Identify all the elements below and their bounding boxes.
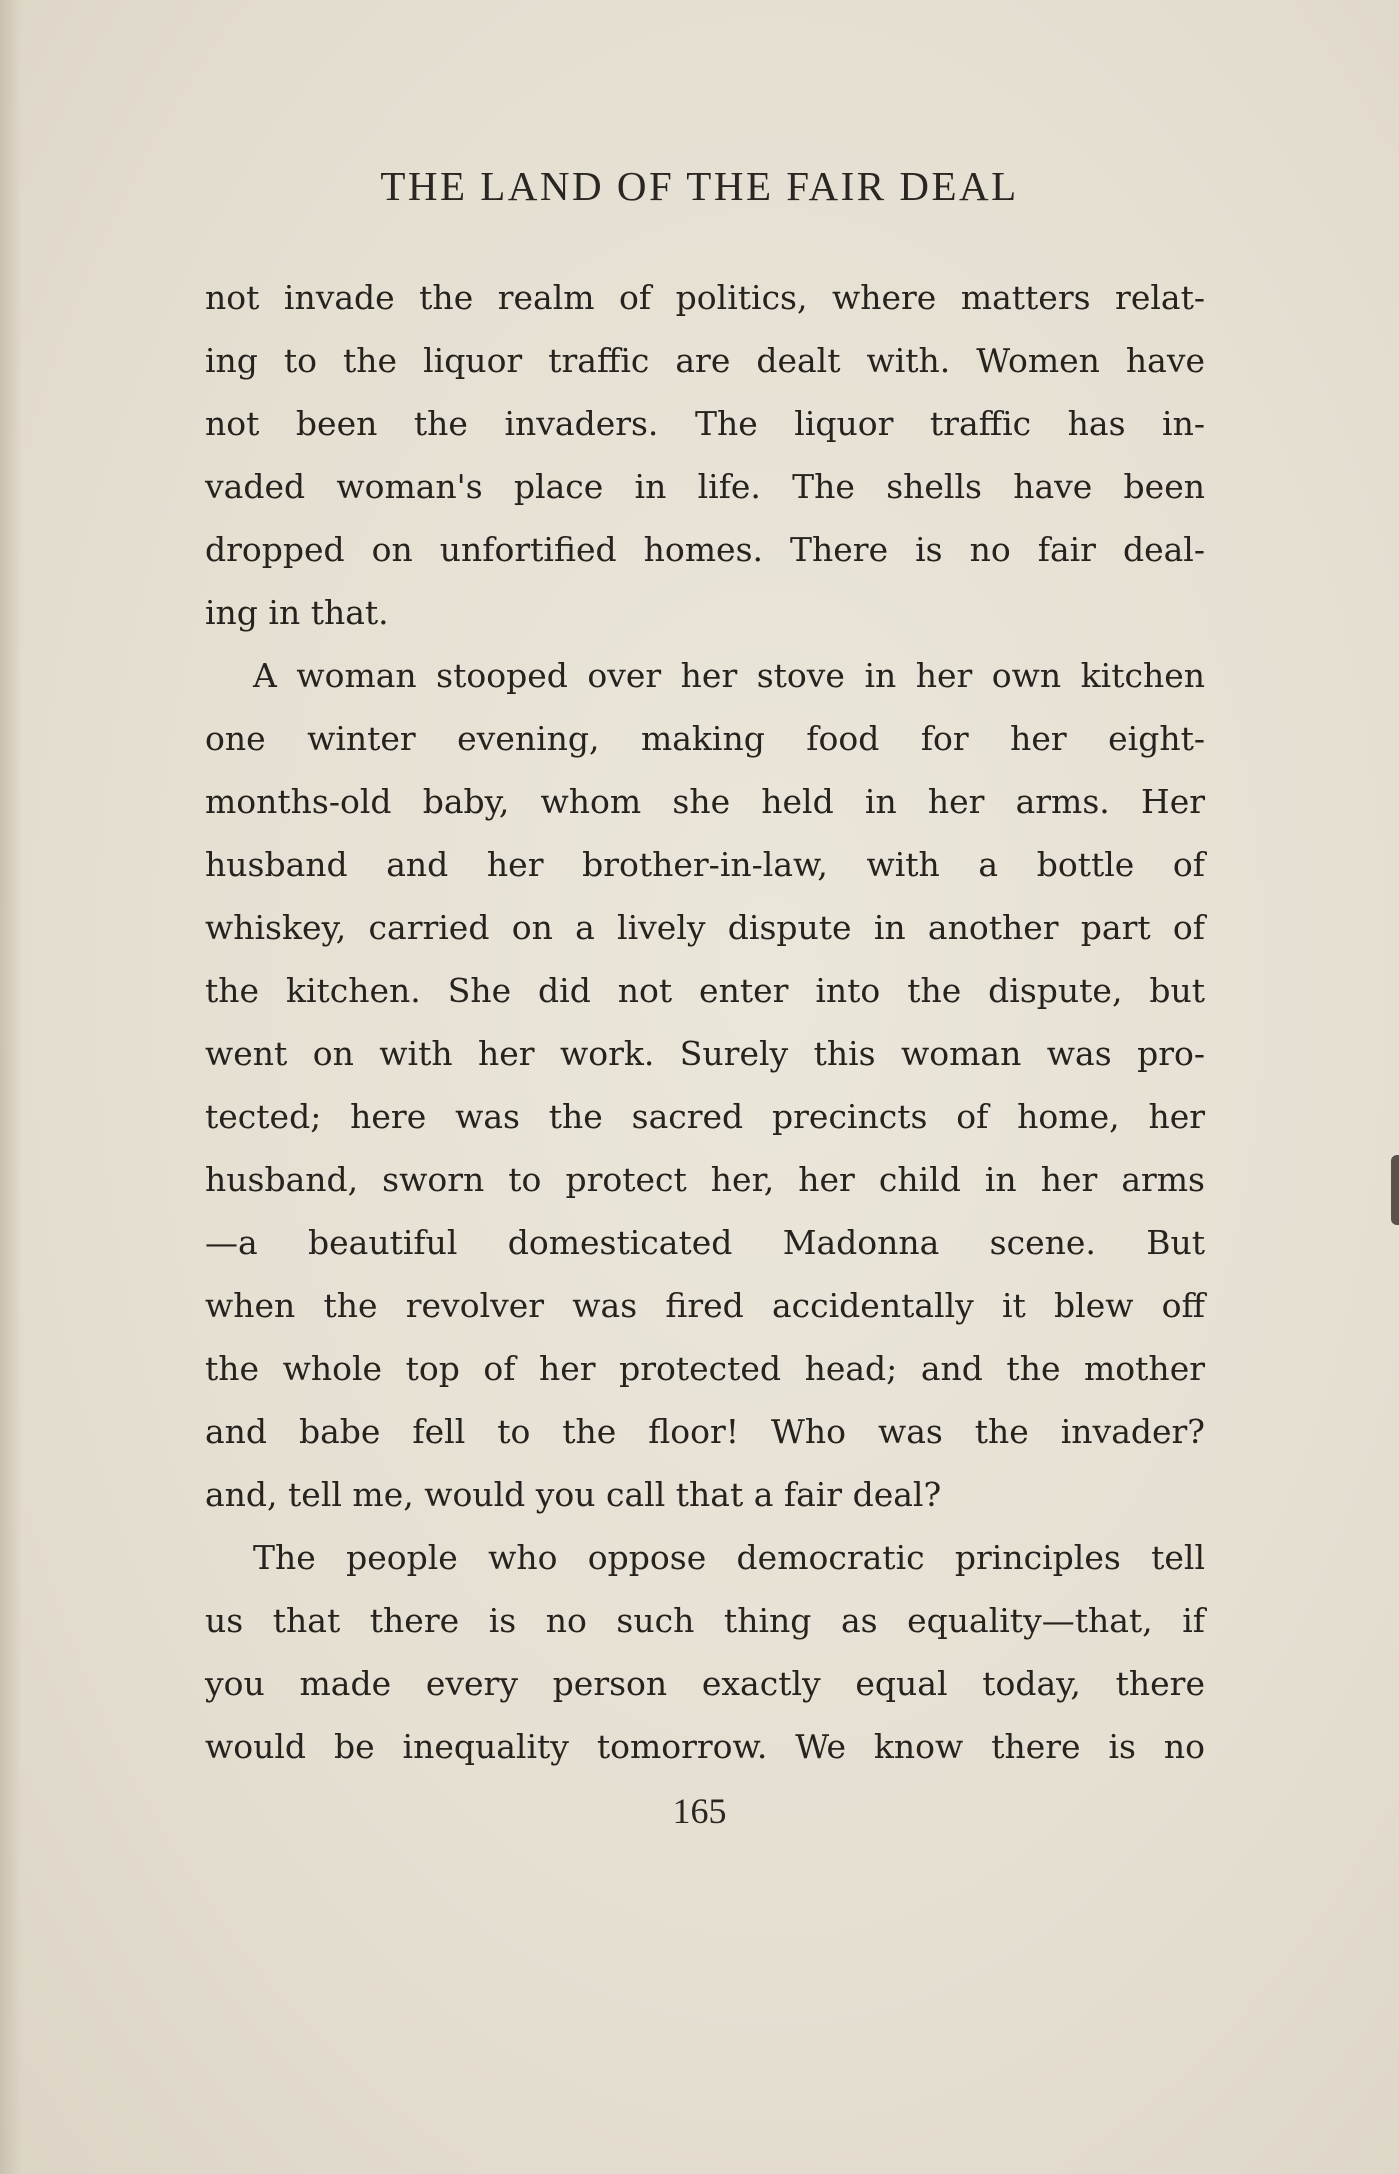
text-line: husband, sworn to protect her, her child in her arms <box>205 1160 1205 1199</box>
paragraph-2 <box>205 644 1205 1526</box>
text-line: The people who oppose democratic principles tell <box>253 1538 1205 1577</box>
text-line: you made every person exactly equal today, there <box>205 1664 1205 1703</box>
paragraph-1 <box>205 266 1205 644</box>
running-head: THE LAND OF THE FAIR DEAL <box>380 163 1019 209</box>
text-line: not invade the realm of politics, where matters relat- <box>205 278 1205 317</box>
text-line: whiskey, carried on a lively dispute in another part of <box>205 908 1205 947</box>
text-line: one winter evening, making food for her eight- <box>205 719 1205 758</box>
text-line: and, tell me, would you call that a fair deal? <box>205 1475 942 1514</box>
text-line: would be inequality tomorrow. We know there is no <box>205 1727 1205 1766</box>
text-line: vaded woman's place in life. The shells have been <box>205 467 1205 506</box>
text-line: not been the invaders. The liquor traffic has in- <box>205 404 1205 443</box>
text-line: the kitchen. She did not enter into the dispute, but <box>205 971 1205 1010</box>
text-line: when the revolver was fired accidentally it blew off <box>205 1286 1205 1325</box>
text-line: ing to the liquor traffic are dealt with. Women have <box>205 341 1205 380</box>
gutter-shadow <box>0 0 22 2174</box>
page-number: 165 <box>672 1791 727 1831</box>
text-line: ing in that. <box>205 593 389 632</box>
text-line: dropped on unfortified homes. There is no fair deal- <box>205 530 1205 569</box>
text-line: and babe fell to the floor! Who was the invader? <box>205 1412 1205 1451</box>
text-line: the whole top of her protected head; and the mother <box>205 1349 1205 1388</box>
text-line: husband and her brother-in-law, with a bottle of <box>205 845 1205 884</box>
text-line: A woman stooped over her stove in her own kitchen <box>253 656 1205 695</box>
text-line: went on with her work. Surely this woman was pro- <box>205 1034 1205 1073</box>
text-line: tected; here was the sacred precincts of home, her <box>205 1097 1205 1136</box>
page-edge-mark <box>1391 1155 1399 1225</box>
text-line: us that there is no such thing as equality—that, if <box>205 1601 1205 1640</box>
body-text <box>205 266 1205 1778</box>
text-line: months-old baby, whom she held in her arms. Her <box>205 782 1205 821</box>
text-line: —a beautiful domesticated Madonna scene. But <box>205 1223 1205 1262</box>
paragraph-3 <box>205 1526 1205 1778</box>
